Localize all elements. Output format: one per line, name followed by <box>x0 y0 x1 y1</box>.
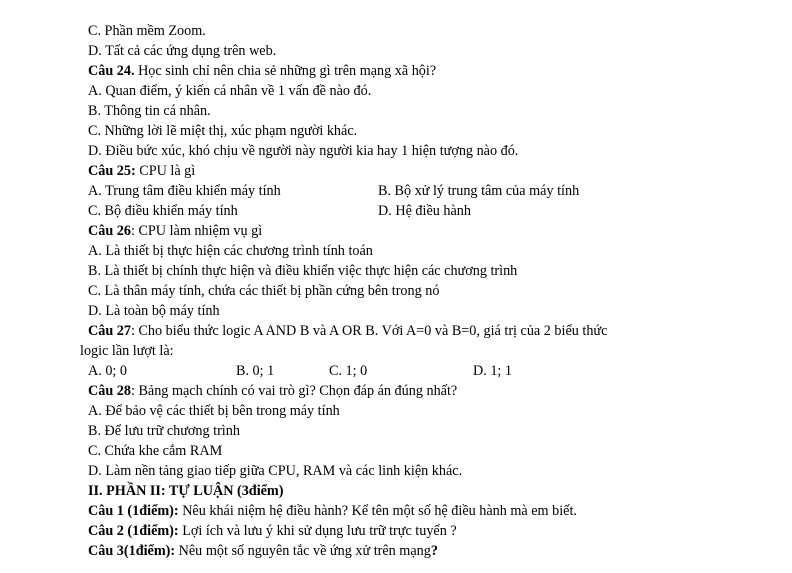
essay-question-3-text: Nêu một số nguyên tắc về ứng xử trên mạng <box>175 543 431 559</box>
question-27-continuation: logic lần lượt là: <box>80 343 174 359</box>
question-28-text: : Bảng mạch chính có vai trò gì? Chọn đáp án đúng nhất? <box>130 383 458 399</box>
q26-option-b: B. Là thiết bị chính thực hiện và điều khiển việc thực hiện các chương trình <box>88 263 518 279</box>
question-27 <box>88 322 607 340</box>
q28-option-b: B. Để lưu trữ chương trình <box>88 423 240 439</box>
question-26-text: : CPU làm nhiệm vụ gì <box>130 223 263 239</box>
q26-option-c: C. Là thân máy tính, chứa các thiết bị phần cứng bên trong nó <box>88 283 440 299</box>
q25-option-d: D. Hệ điều hành <box>378 203 471 219</box>
q27-option-a: A. 0; 0 <box>88 363 128 379</box>
q27-option-b: B. 0; 1 <box>236 363 275 379</box>
essay-question-2-label: Câu 2 (1điểm): <box>88 523 179 539</box>
question-26 <box>88 222 262 240</box>
q25-option-a: A. Trung tâm điều khiển máy tính <box>88 183 281 199</box>
essay-question-3 <box>88 542 438 560</box>
q24-option-d: D. Điều bức xúc, khó chịu về người này người kia hay 1 hiện tượng nào đó. <box>88 143 519 159</box>
q24-option-b: B. Thông tin cá nhân. <box>88 103 211 119</box>
question-24 <box>88 62 436 80</box>
question-25 <box>88 162 195 180</box>
q28-option-c: C. Chứa khe cắm RAM <box>88 443 223 459</box>
essay-question-3-end: ? <box>430 543 438 559</box>
essay-question-1 <box>88 502 577 520</box>
essay-question-2 <box>88 522 457 540</box>
q26-option-a: A. Là thiết bị thực hiện các chương trình tính toán <box>88 243 373 259</box>
q25-option-b: B. Bộ xử lý trung tâm của máy tính <box>378 183 580 199</box>
question-24-text: Học sinh chỉ nên chia sẻ những gì trên mạng xã hội? <box>134 63 437 79</box>
q23-option-d: D. Tất cả các ứng dụng trên web. <box>88 43 277 59</box>
question-28-label: Câu 28 <box>88 383 131 399</box>
q24-option-a: A. Quan điểm, ý kiến cá nhân về 1 vấn đề nào đó. <box>88 83 372 99</box>
question-25-text: CPU là gì <box>135 163 196 179</box>
question-27-label: Câu 27 <box>88 323 131 339</box>
question-28 <box>88 382 457 400</box>
q25-option-c: C. Bộ điều khiển máy tính <box>88 203 238 219</box>
question-24-label: Câu 24. <box>88 63 135 79</box>
question-26-label: Câu 26 <box>88 223 131 239</box>
essay-question-2-text: Lợi ích và lưu ý khi sử dụng lưu trữ trực tuyến ? <box>178 523 457 539</box>
q26-option-d: D. Là toàn bộ máy tính <box>88 303 220 319</box>
essay-question-3-label: Câu 3(1điểm): <box>88 543 176 559</box>
section-heading-part-2: II. PHẦN II: TỰ LUẬN (3điểm) <box>88 483 284 499</box>
q27-option-c: C. 1; 0 <box>329 363 368 379</box>
q23-option-c: C. Phần mềm Zoom. <box>88 23 206 39</box>
essay-question-1-text: Nêu khái niệm hệ điều hành? Kể tên một số hệ điều hành mà em biết. <box>178 503 577 519</box>
q28-option-d: D. Làm nền tảng giao tiếp giữa CPU, RAM và các linh kiện khác. <box>88 463 463 479</box>
question-27-text: : Cho biểu thức logic A AND B và A OR B. Với A=0 và B=0, giá trị của 2 biểu thức <box>130 323 608 339</box>
essay-question-1-label: Câu 1 (1điểm): <box>88 503 179 519</box>
q28-option-a: A. Để bảo vệ các thiết bị bên trong máy tính <box>88 403 340 419</box>
question-25-label: Câu 25: <box>88 163 136 179</box>
q27-option-d: D. 1; 1 <box>473 363 513 379</box>
q24-option-c: C. Những lời lẽ miệt thị, xúc phạm người khác. <box>88 123 358 139</box>
